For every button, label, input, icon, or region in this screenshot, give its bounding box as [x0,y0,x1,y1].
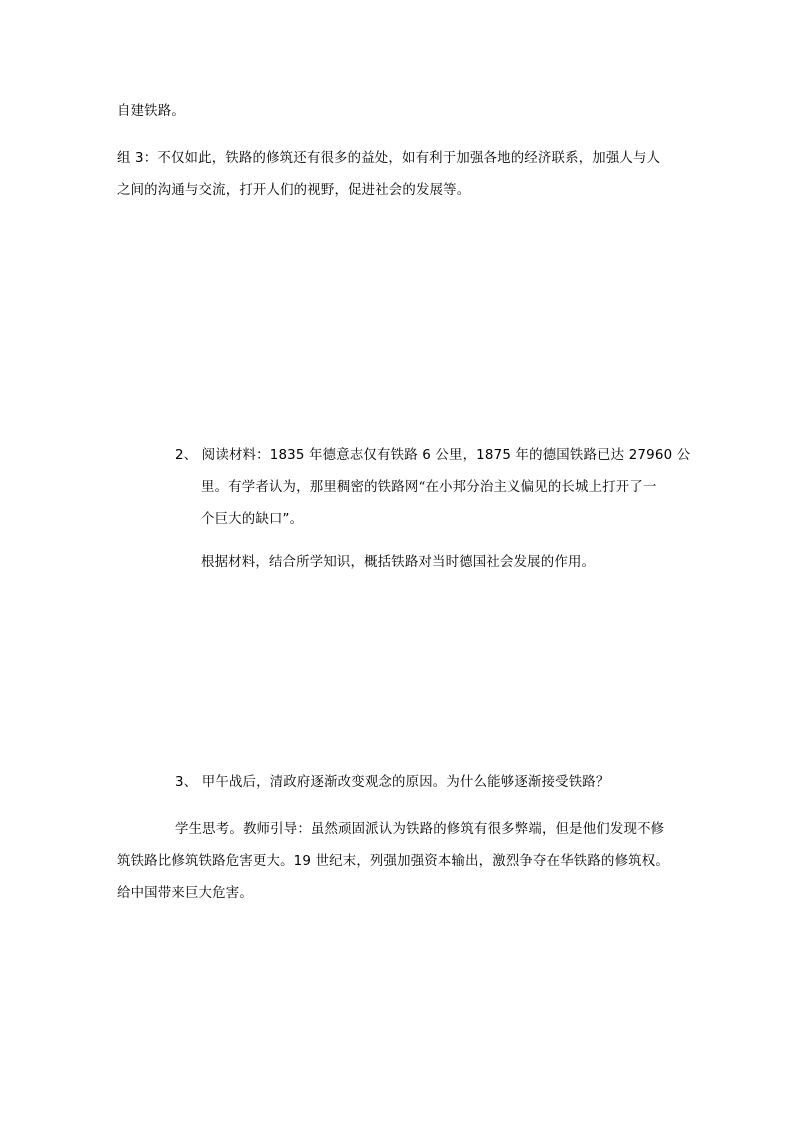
quote-span: “在小邦分治主义偏见的长城上打开了一 [418,480,657,495]
question-3-line: 3、 甲午战后，清政府逐渐改变观念的原因。为什么能够逐渐接受铁路？ [175,775,610,790]
text-line: 筑铁路比修筑铁路危害更大。19 世纪末，列强加强资本输出，激烈争夺在华铁路的修筑权。 [117,854,669,869]
text-line: 学生思考。教师引导：虽然顽固派认为铁路的修筑有很多弊端，但是他们发现不修 [175,822,665,837]
question-2-prompt: 根据材料，结合所学知识，概括铁路对当时德国社会发展的作用。 [201,555,596,570]
text-line: 给中国带来巨大危害。 [117,886,253,901]
text-line: 之间的沟通与交流，打开人们的视野，促进社会的发展等。 [117,183,471,198]
text-span: 里。有学者认为，那里稠密的铁路网 [201,480,419,495]
text-line: 自建铁路。 [117,104,185,119]
question-2-line: 个巨大的缺口”。 [201,512,304,527]
text-line: 组 3：不仅如此，铁路的修筑还有很多的益处，如有利于加强各地的经济联系，加强人与人 [117,151,661,166]
question-2-line: 2、 阅读材料：1835 年德意志仅有铁路 6 公里，1875 年的德国铁路已达 27960 公 [175,448,691,463]
question-2-line [201,479,657,497]
